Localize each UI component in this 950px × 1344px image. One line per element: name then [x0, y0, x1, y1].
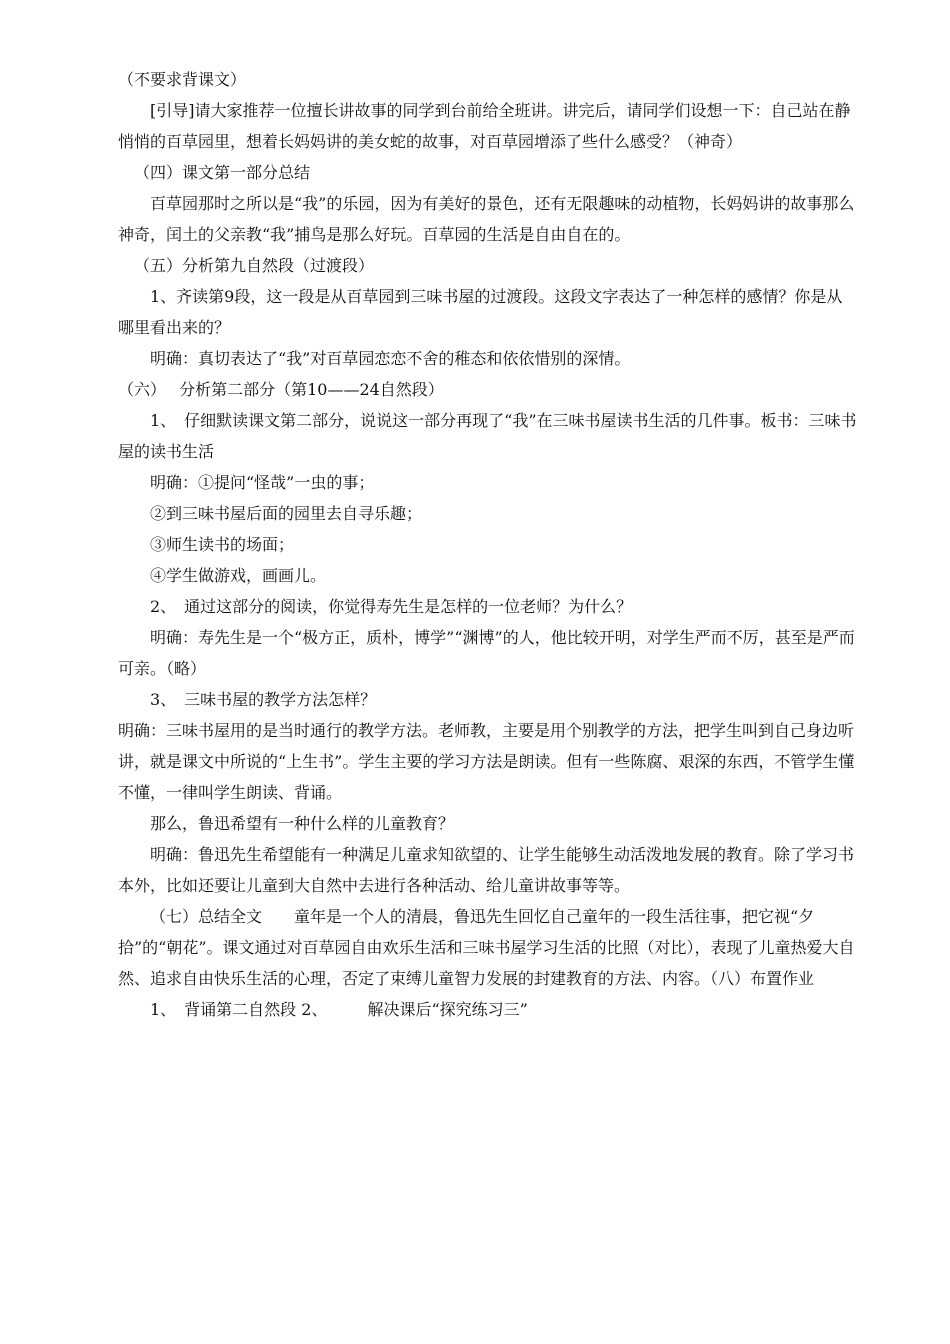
heading-part5: （五）分析第九自然段（过渡段） [134, 256, 375, 275]
paragraph-answer-list-2: ②到三味书屋后面的园里去自寻乐趣； [150, 504, 423, 523]
paragraph-summary-part1: 百草园那时之所以是“我”的乐园，因为有美好的景色，还有无限趣味的动植物，长妈妈讲的故事那么神奇，闰土的父亲教“我”捕鸟是那么好玩。百草园的生活是自由自在的。 [118, 194, 855, 244]
paragraph-no-recite: （不要求背课文） [118, 70, 247, 89]
paragraph-guide: [引导]请大家推荐一位擅长讲故事的同学到台前给全班讲。讲完后，请同学们设想一下：自己站在静悄悄的百草园里，想着长妈妈讲的美女蛇的故事，对百草园增添了些什么感受？（神奇） [118, 101, 851, 151]
paragraph-item-2-2: 2、 通过这部分的阅读，你觉得寿先生是怎样的一位老师？为什么？ [150, 597, 633, 616]
paragraph-answer-education: 明确：鲁迅先生希望能有一种满足儿童求知欲望的、让学生能够生动活泼地发展的教育。除了学习书本外，比如还要让儿童到大自然中去进行各种活动、给儿童讲故事等等。 [118, 845, 855, 895]
paragraph-item-2-1: 1、 仔细默读课文第二部分，说说这一部分再现了“我”在三味书屋读书生活的几件事。板书：三味书屋的读书生活 [118, 411, 857, 461]
paragraph-question-education: 那么，鲁迅希望有一种什么样的儿童教育？ [150, 814, 455, 833]
document-body [118, 64, 858, 1025]
heading-part6: （六） 分析第二部分（第10——24自然段） [118, 380, 444, 399]
paragraph-answer-list-3: ③师生读书的场面； [150, 535, 295, 554]
paragraph-answer-1: 明确：真切表达了“我”对百草园恋恋不舍的稚态和依依惜别的深情。 [150, 349, 631, 368]
paragraph-homework: 1、 背诵第二自然段 2、 解决课后“探究练习三” [150, 1000, 528, 1019]
paragraph-answer-method: 明确：三味书屋用的是当时通行的教学方法。老师教，主要是用个别教学的方法，把学生叫到自己身边听讲，就是课文中所说的“上生书”。学生主要的学习方法是朗读。但有一些陈腐、艰深的东西，不管学生懂不懂，一律叫学生朗读、背诵。 [118, 721, 855, 802]
paragraph-item-2-3: 3、 三味书屋的教学方法怎样？ [150, 690, 377, 709]
heading-part4: （四）课文第一部分总结 [134, 163, 311, 182]
paragraph-summary-all: （七）总结全文 童年是一个人的清晨，鲁迅先生回忆自己童年的一段生活往事，把它视“夕拾”的“朝花”。课文通过对百草园自由欢乐生活和三味书屋学习生活的比照（对比），表现了儿童热爱大自然、追求自由快乐生活的心理，否定了束缚儿童智力发展的封建教育的方法、内容。（八）布置作业 [118, 907, 855, 988]
paragraph-item-1: 1、齐读第9段，这一段是从百草园到三味书屋的过渡段。这段文字表达了一种怎样的感情？你是从哪里看出来的？ [118, 287, 843, 337]
paragraph-answer-list-4: ④学生做游戏，画画儿。 [150, 566, 327, 585]
paragraph-answer-list-1: 明确：①提问“怪哉”一虫的事； [150, 473, 375, 492]
paragraph-answer-teacher: 明确：寿先生是一个“极方正，质朴，博学”“渊博”的人，他比较开明，对学生严而不厉，甚至是严而可亲。（略） [118, 628, 855, 678]
